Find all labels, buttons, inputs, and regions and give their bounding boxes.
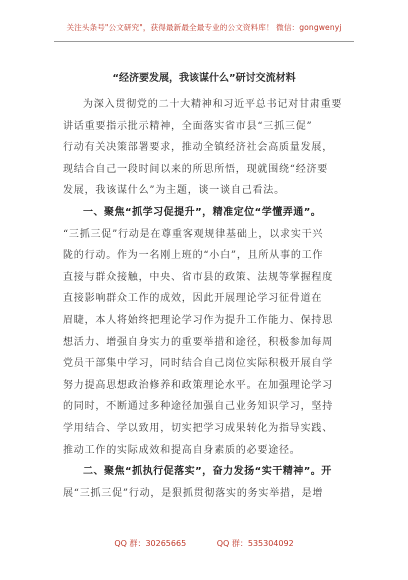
header-divider: [54, 41, 354, 42]
footer-qq-group-2: QQ 群：535304092: [216, 539, 294, 548]
body-line: 发展，我该谋什么”为主题，谈一谈自己看法。: [63, 185, 285, 197]
body-line: 学用结合、学以致用，切实把学习成果转化为指导实践、: [63, 422, 333, 434]
document-title: “经济要发展，我该谋什么”研讨交流材料: [112, 73, 296, 84]
body-line: 党员干部集中学习，同时结合自己岗位实际积极开展自学: [63, 358, 333, 370]
body-line: 努力提高思想政治修养和政策理论水平。在加强理论学习: [63, 379, 333, 391]
body-line: 推动工作的实际成效和提高自身素质的必要途径。: [63, 444, 301, 456]
body-line: 眉睫，本人将始终把理论学习作为提升工作能力、保持思: [63, 314, 333, 326]
header-note: 关注头条号"公文研究"，获得最新最全最专业的公文资料库！ 微信：gongwenyj: [66, 23, 342, 32]
footer-qq-group-1: QQ 群：30265665: [114, 539, 187, 548]
body-line: 行动有关决策部署要求，推动全镇经济社会高质量发展，: [63, 142, 333, 154]
body-line: 讲话重要指示批示精神，全面落实省市县“三抓三促”: [63, 120, 313, 132]
body-line: 直接与群众接触，中央、省市县的政策、法规等掌握程度: [63, 271, 333, 283]
section-heading: 二、聚焦“抓执行促落实”，奋力发扬“实干精神”。开: [83, 466, 332, 478]
footer-note: [0, 538, 408, 549]
body-line: 为深入贯彻党的二十大精神和习近平总书记对甘肃重要: [83, 99, 343, 110]
body-line: “三抓三促”行动是在尊重客观规律基础上，以求实干兴: [63, 228, 324, 240]
document-body: [63, 94, 345, 504]
body-line: 直接影响群众工作的成效，因此开展理论学习征骨道在: [63, 293, 323, 305]
body-line: 的同时，不断通过多种途径加强自己业务知识学习，坚持: [63, 401, 333, 413]
section-heading: 一、聚焦“抓学习促提升”，精准定位“学懂弄通”。: [83, 206, 322, 218]
body-line: 展“三抓三促”行动，是狠抓贯彻落实的务实举措，是增: [63, 487, 324, 499]
body-line: 现结合自己一段时间以来的所思所悟，现就围绕“经济要: [63, 163, 329, 175]
body-line: 想活力、增强自身实力的重要举措和途径，积极参加每周: [63, 336, 333, 348]
body-line: 陇的行动。作为一名刚上班的“小白”，且所从事的工作: [63, 250, 324, 262]
